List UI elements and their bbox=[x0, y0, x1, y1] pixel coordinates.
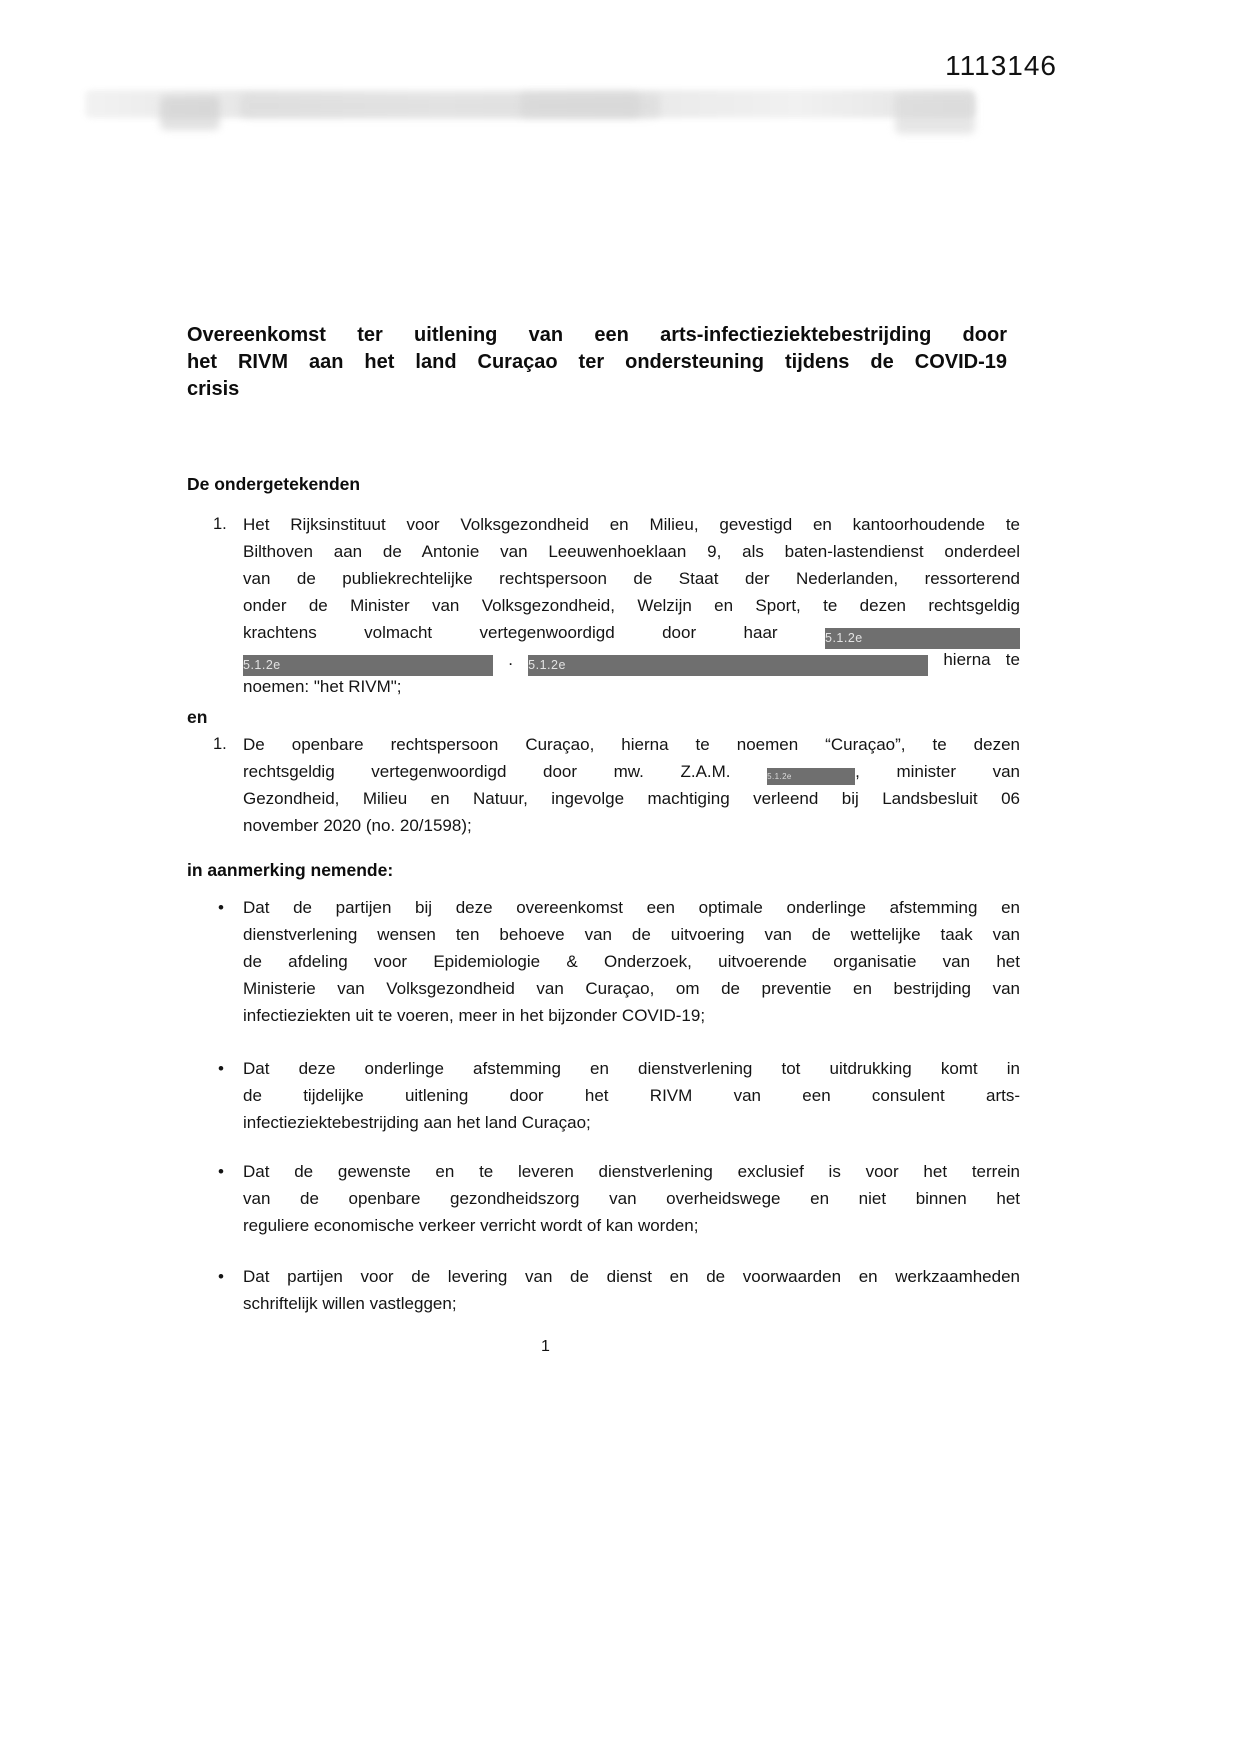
bullet-item bbox=[187, 1158, 1020, 1239]
text-line: dienstverlening wensen ten behoeve van de uitvoering van de wettelijke taak van bbox=[243, 925, 1020, 944]
heading-considering: in aanmerking nemende: bbox=[187, 860, 394, 880]
text-line: infectieziekten uit te voeren, meer in het bijzonder COVID-19; bbox=[243, 1006, 706, 1025]
text-line-redacted bbox=[243, 758, 1020, 785]
text-line: van de publiekrechtelijke rechtspersoon de Staat der Nederlanden, ressorterend bbox=[243, 569, 1020, 588]
text-line: Dat partijen voor de levering van de dienst en de voorwaarden en werkzaamheden bbox=[243, 1267, 1020, 1286]
text-line: reguliere economische verkeer verricht wordt of kan worden; bbox=[243, 1216, 699, 1235]
text-line: Bilthoven aan de Antonie van Leeuwenhoeklaan 9, als baten-lastendienst onderdeel bbox=[243, 542, 1020, 561]
document-title bbox=[187, 322, 1007, 403]
title-line: Overeenkomst ter uitlening van een arts-infectieziektebestrijding door bbox=[187, 324, 1007, 346]
text-line: Dat deze onderlinge afstemming en dienstverlening tot uitdrukking komt in bbox=[243, 1059, 1020, 1078]
text-line: Het Rijksinstituut voor Volksgezondheid en Milieu, gevestigd en kantoorhoudende te bbox=[243, 515, 1020, 534]
heading-undersigned: De ondergetekenden bbox=[187, 474, 361, 494]
redaction-bar: 5.1.2e bbox=[243, 655, 493, 676]
party1-item bbox=[187, 511, 1020, 700]
text-line: de tijdelijke uitlening door het RIVM van een consulent arts- bbox=[243, 1086, 1020, 1105]
title-line: crisis bbox=[187, 378, 240, 400]
page-number: 1 bbox=[541, 1338, 550, 1355]
bullet-text bbox=[243, 1158, 1020, 1239]
bullet-text bbox=[243, 894, 1020, 1029]
scan-smudge-spot bbox=[895, 94, 975, 134]
party2-item bbox=[187, 731, 1020, 839]
list-number: 1. bbox=[213, 735, 227, 753]
text-segment: hierna te bbox=[943, 650, 1020, 669]
bullet-item bbox=[187, 894, 1020, 1029]
redaction-bar: 5.1.2e bbox=[528, 655, 928, 676]
text-line-redacted bbox=[243, 619, 1020, 646]
text-segment: rechtsgeldig vertegenwoordigd door mw. Z.A.M. bbox=[243, 762, 731, 781]
text-line: infectieziektebestrijding aan het land Curaçao; bbox=[243, 1113, 591, 1132]
bullet-marker: • bbox=[218, 1162, 224, 1181]
text-line: Gezondheid, Milieu en Natuur, ingevolge machtiging verleend bij Landsbesluit 06 bbox=[243, 789, 1020, 808]
bullet-item bbox=[187, 1055, 1020, 1136]
text-line: onder de Minister van Volksgezondheid, Welzijn en Sport, te dezen rechtsgeldig bbox=[243, 596, 1020, 615]
text-segment: , minister van bbox=[855, 762, 1020, 781]
list-number: 1. bbox=[213, 515, 227, 533]
text-line: Ministerie van Volksgezondheid van Curaçao, om de preventie en bestrijding van bbox=[243, 979, 1020, 998]
connector-en: en bbox=[187, 707, 208, 727]
text-line: Dat de gewenste en te leveren dienstverlening exclusief is voor het terrein bbox=[243, 1162, 1020, 1181]
title-line: het RIVM aan het land Curaçao ter ondersteuning tijdens de COVID-19 bbox=[187, 351, 1007, 373]
redaction-bar: 5.1.2e bbox=[825, 628, 1020, 649]
bullet-marker: • bbox=[218, 1267, 224, 1286]
document-body bbox=[187, 322, 1020, 1317]
bullet-text bbox=[243, 1055, 1020, 1136]
text-line: schriftelijk willen vastleggen; bbox=[243, 1294, 457, 1313]
party1-text bbox=[243, 511, 1020, 700]
text-line: De openbare rechtspersoon Curaçao, hierna te noemen “Curaçao”, te dezen bbox=[243, 735, 1020, 754]
text-segment: krachtens volmacht vertegenwoordigd door haar bbox=[243, 623, 778, 642]
text-line-redacted bbox=[243, 646, 1020, 673]
text-line: november 2020 (no. 20/1598); bbox=[243, 816, 472, 835]
text-segment: . bbox=[508, 650, 513, 669]
bullet-marker: • bbox=[218, 1059, 224, 1078]
bullet-item bbox=[187, 1263, 1020, 1317]
redaction-bar: 5.1.2e bbox=[767, 768, 855, 785]
text-line: de afdeling voor Epidemiologie & Onderzoek, uitvoerende organisatie van het bbox=[243, 952, 1020, 971]
party2-text bbox=[243, 731, 1020, 839]
scan-smudge-spot bbox=[520, 92, 640, 118]
text-line: Dat de partijen bij deze overeenkomst een optimale onderlinge afstemming en bbox=[243, 898, 1020, 917]
scan-smudge-spot bbox=[160, 96, 220, 130]
text-line: noemen: "het RIVM"; bbox=[243, 677, 402, 696]
bullet-text bbox=[243, 1263, 1020, 1317]
bullet-marker: • bbox=[218, 898, 224, 917]
document-id-number: 1113146 bbox=[945, 50, 1057, 81]
text-line: van de openbare gezondheidszorg van overheidswege en niet binnen het bbox=[243, 1189, 1020, 1208]
